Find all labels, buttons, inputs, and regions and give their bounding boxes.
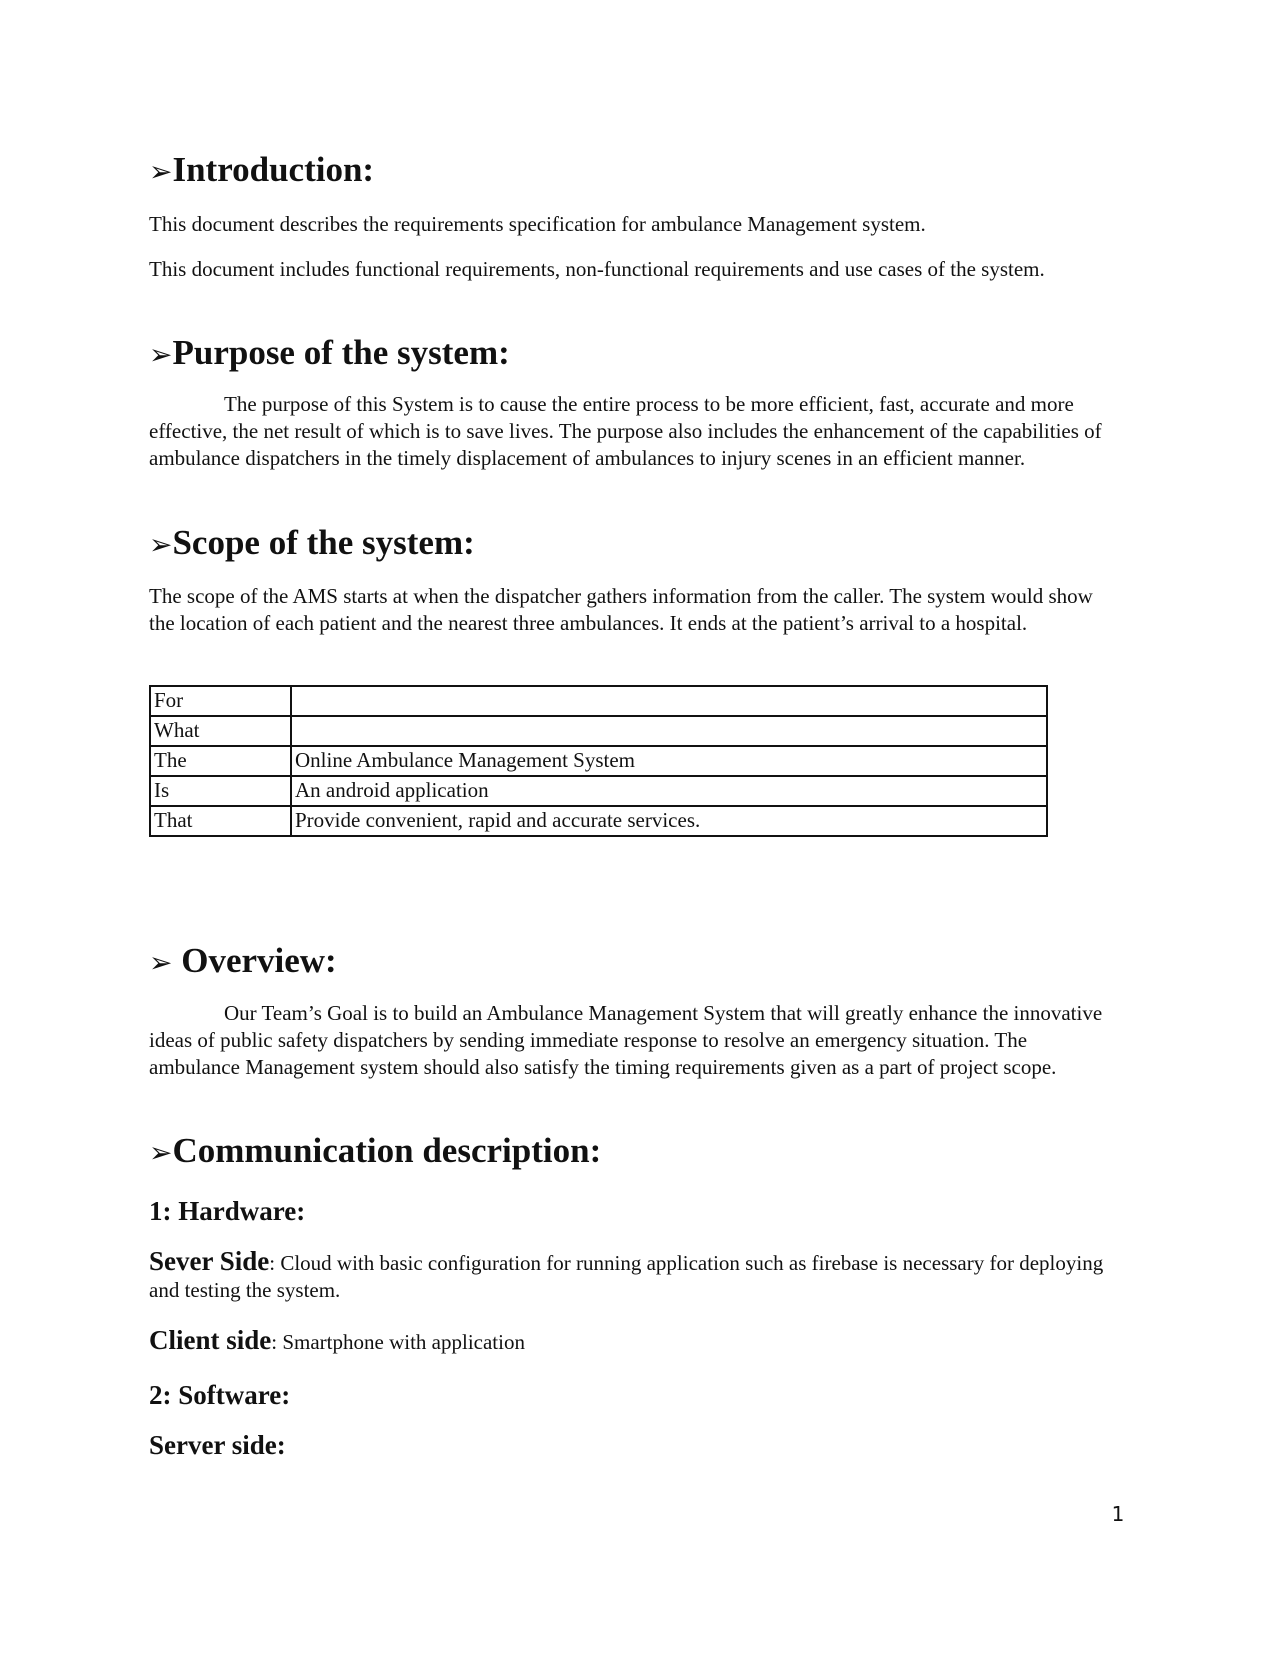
scope-section: [149, 523, 1119, 565]
client-side-label: Client side: [149, 1325, 272, 1355]
table-cell-key: What: [150, 716, 291, 746]
table-cell-value: [291, 716, 1047, 746]
table-cell-key: For: [150, 686, 291, 716]
scope-heading: ➢Scope of the system:: [149, 523, 475, 562]
overview-heading: ➢ Overview:: [149, 941, 337, 980]
hardware-server-paragraph: [149, 1248, 1119, 1304]
introduction-paragraph-1: This document describes the requirements specification for ambulance Management system.: [149, 212, 926, 236]
page-number: 1: [1111, 1502, 1125, 1526]
client-side-text: : Smartphone with application: [271, 1330, 525, 1354]
table-cell-value: [291, 686, 1047, 716]
table-row: [150, 776, 1047, 806]
communication-heading: ➢Communication description:: [149, 1131, 602, 1170]
software-server-label: Server side:: [149, 1430, 286, 1460]
communication-section: [149, 1131, 1119, 1173]
purpose-paragraph: The purpose of this System is to cause the entire process to be more efficient, fast, accurate and more effective, the net result of which is to save lives. The purpose also includes the enhancement of the capabilities of ambulance dispatchers in the timely displacement of ambulances to injury scenes in an efficient manner.: [149, 392, 1102, 470]
introduction-heading: ➢Introduction:: [149, 150, 375, 189]
software-heading-block: [149, 1379, 1119, 1411]
table-row: [150, 746, 1047, 776]
arrow-bullet-icon: ➢: [149, 1136, 173, 1169]
arrow-bullet-icon: ➢: [149, 528, 173, 561]
arrow-bullet-icon: ➢: [149, 155, 173, 188]
table-cell-value: Online Ambulance Management System: [291, 746, 1047, 776]
arrow-bullet-icon: ➢: [149, 338, 173, 371]
table-cell-key: Is: [150, 776, 291, 806]
table-row: [150, 716, 1047, 746]
introduction-section: [149, 150, 1119, 192]
purpose-section: [149, 333, 1119, 375]
introduction-paragraph-2: This document includes functional requirements, non-functional requirements and use cases of the system.: [149, 257, 1045, 281]
arrow-bullet-icon: ➢: [149, 946, 173, 979]
scope-paragraph: The scope of the AMS starts at when the dispatcher gathers information from the caller. The system would show the location of each patient and the nearest three ambulances. It ends at the patient’s arrival to a hospital.: [149, 584, 1093, 635]
table-row: [150, 806, 1047, 836]
positioning-table: [149, 685, 1048, 837]
overview-paragraph: Our Team’s Goal is to build an Ambulance Management System that will greatly enhance the innovative ideas of public safety dispatchers by sending immediate response to resolve an emergency situation. The ambulance Management system should also satisfy the timing requirements given as a part of project scope.: [149, 1001, 1103, 1079]
table-cell-key: That: [150, 806, 291, 836]
table-cell-value: Provide convenient, rapid and accurate services.: [291, 806, 1047, 836]
table-cell-key: The: [150, 746, 291, 776]
hardware-heading: 1: Hardware:: [149, 1196, 306, 1226]
software-heading: 2: Software:: [149, 1380, 291, 1410]
table-row: [150, 686, 1047, 716]
server-side-text: : Cloud with basic configuration for running application such as firebase is necessary for deploying and testing the system.: [149, 1251, 1104, 1302]
server-side-label: Sever Side: [149, 1246, 270, 1276]
purpose-heading: ➢Purpose of the system:: [149, 333, 510, 372]
hardware-heading-block: [149, 1195, 1119, 1227]
hardware-client-paragraph: [149, 1327, 1119, 1356]
overview-section: [149, 941, 1119, 983]
table-cell-value: An android application: [291, 776, 1047, 806]
software-server-block: [149, 1429, 1119, 1461]
